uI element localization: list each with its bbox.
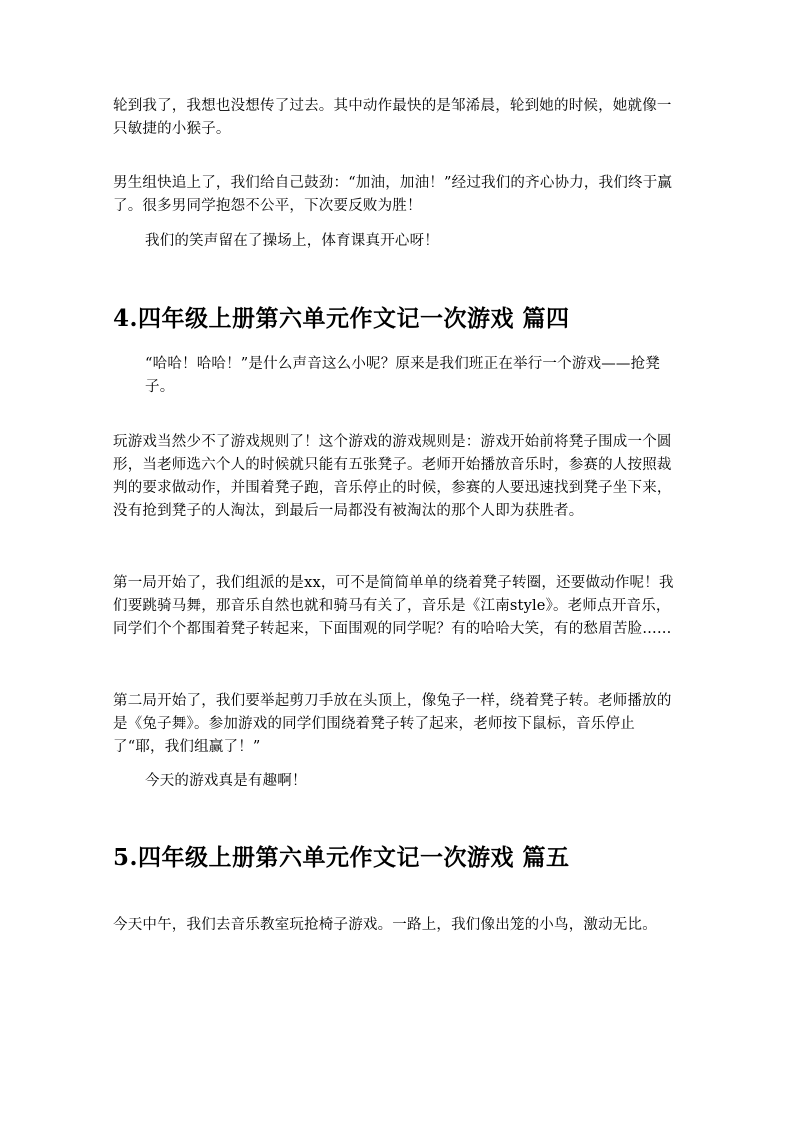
paragraph-laughter: 我们的笑声留在了操场上，体育课真开心呀！ [145,233,439,249]
paragraph-round-two: 第二局开始了，我们要举起剪刀手放在头顶上，像兔子一样，绕着凳子转。老师播放的是《兔子舞》。参加游戏的同学们围绕着凳子转了起来，老师按下鼠标，音乐停止了“耶，我们组赢了！” [113,693,672,755]
heading-essay-4: 4.四年级上册第六单元作文记一次游戏 篇四 [113,305,570,332]
paragraph-pass-ball: 轮到我了，我想也没想传了过去。其中动作最快的是邹浠晨，轮到她的时候，她就像一只敏捷的小猴子。 [113,98,672,137]
paragraph-boys-catch-up: 男生组快追上了，我们给自己鼓劲：“加油，加油！”经过我们的齐心协力，我们终于赢了。很多男同学抱怨不公平，下次要反败为胜！ [113,175,673,214]
paragraph-haha-text: “哈哈！哈哈！”是什么声音这么小呢？原来是我们班正在举行一个游戏——抢凳子。 [145,356,661,395]
paragraph-fun-game: 今天的游戏真是有趣啊！ [145,773,307,789]
paragraph-round-one: 第一局开始了，我们组派的是xx，可不是简简单单的绕着凳子转圈，还要做动作呢！我们要跳骑马舞，那音乐自然也就和骑马有关了，音乐是《江南style》。老师点开音乐，同学们个个都围着凳子转起来，下面围观的同学呢？有的哈哈大笑，有的愁眉苦脸…… [113,575,674,637]
heading-essay-5: 5.四年级上册第六单元作文记一次游戏 篇五 [113,844,570,871]
paragraph-game-rules: 玩游戏当然少不了游戏规则了！这个游戏的游戏规则是：游戏开始前将凳子围成一个圆形，当老师选六个人的时候就只能有五张凳子。老师开始播放音乐时，参赛的人按照裁判的要求做动作，并围着凳子跑，音乐停止的时候，参赛的人要迅速找到凳子坐下来，没有抢到凳子的人淘汰，到最后一局都没有被淘汰的那个人即为获胜者。 [113,434,672,519]
paragraph-haha-intro [145,353,675,399]
paragraph-music-room: 今天中午，我们去音乐教室玩抢椅子游戏。一路上，我们像出笼的小鸟，激动无比。 [113,917,657,933]
